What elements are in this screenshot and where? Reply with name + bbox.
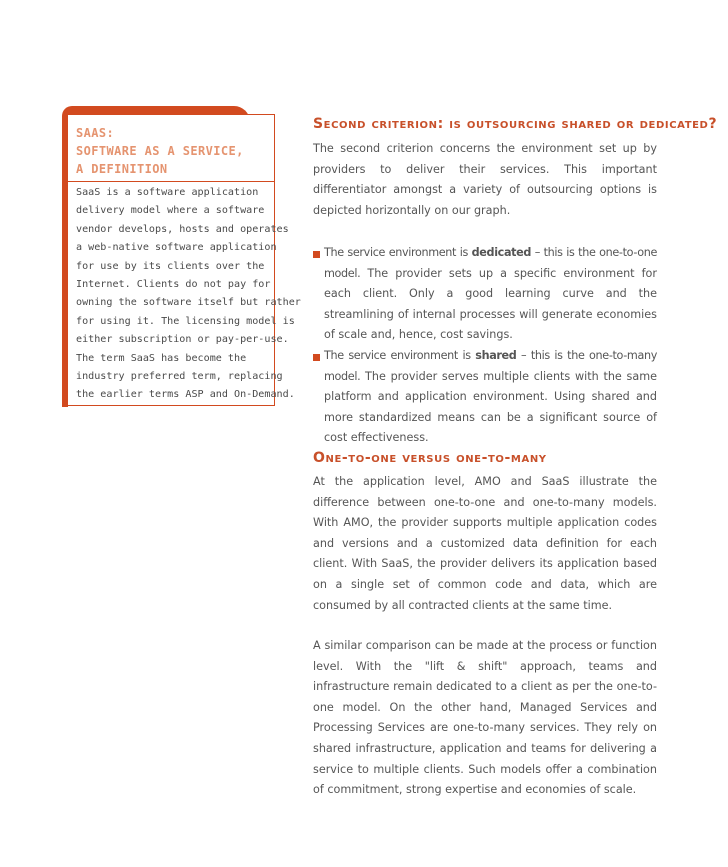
section-heading-second-criterion: Second criterion: is outsourcing shared or dedicated? [313,116,718,132]
bullet-lead-before: The service environment is [324,246,472,259]
definition-box-divider [68,181,275,182]
bullet-rest: The provider sets up a specific environment for each client. Only a good learning curve and the streamlining of internal processes will generate economies of scale and, hence, cost savings. [324,266,657,342]
definition-body-line: delivery model where a software [76,205,265,217]
bullet-keyword: dedicated [471,246,532,259]
definition-heading-line: SAAS: [76,126,115,140]
definition-body-line: SaaS is a software application [76,187,259,198]
definition-body-line: The term SaaS has become the [76,352,247,364]
definition-body-line: Internet. Clients do not pay for [76,279,271,291]
section-paragraph: A similar comparison can be made at the process or function level. With the "lift & shift" approach, teams and infrastructure remain dedicated to a client as per the one-to-one model. On the other hand, Managed Services and Processing Services are one-to-many services. They rely on shared infrastructure, application and teams for delivering a service to multiple clients. Such models offer a combination of commitment, strong expertise and economies of scale. [313,639,657,797]
definition-body-line: a web-native software application [76,242,277,254]
bullet-lead-after: – this is the one-to-many model. [324,349,657,383]
bullet-lead-before: The service environment is [324,349,476,362]
bullet-rest: The provider serves multiple clients with the same platform and application environment. Using shared and more standardized means can be a significant source of cost effectiveness. [324,369,657,445]
definition-heading-line: A DEFINITION [76,162,168,176]
bullet-item-shared [313,346,657,449]
section-paragraph: The second criterion concerns the environment set up by providers to deliver their services. This important differentiator amongst a variety of outsourcing options is depicted horizontally on our graph. [313,142,657,217]
square-bullet-icon [313,251,320,258]
definition-box-body [76,184,301,405]
definition-body-line: for using it. The licensing model is [76,315,295,327]
definition-box-heading [76,124,271,178]
bullet-item-dedicated [313,243,657,346]
bullet-lead-after: – this is the one-to-one model. [324,246,657,280]
definition-body-line: vendor develops, hosts and operates [76,223,289,235]
bullet-text [324,346,657,449]
definition-heading-line: SOFTWARE AS A SERVICE, [76,144,244,158]
definition-body-line: industry preferred term, replacing [76,371,283,383]
section-heading-one-to-one: One-to-one versus one-to-many [313,450,547,466]
square-bullet-icon [313,354,320,361]
definition-body-line: for use by its clients over the [76,260,265,272]
bullet-text [324,243,657,346]
definition-body-line: the earlier terms ASP and On-Demand. [76,389,295,401]
definition-body-line: either subscription or pay-per-use. [76,334,289,346]
section-paragraph: At the application level, AMO and SaaS illustrate the difference between one-to-one and one-to-many models. With AMO, the provider supports multiple application codes and versions and a customized data definition for each client. With SaaS, the provider delivers its application based on a single set of common code and data, which are consumed by all contracted clients at the same time. [313,475,657,612]
definition-body-line: owning the software itself but rather [76,297,301,309]
bullet-keyword: shared [475,349,517,362]
